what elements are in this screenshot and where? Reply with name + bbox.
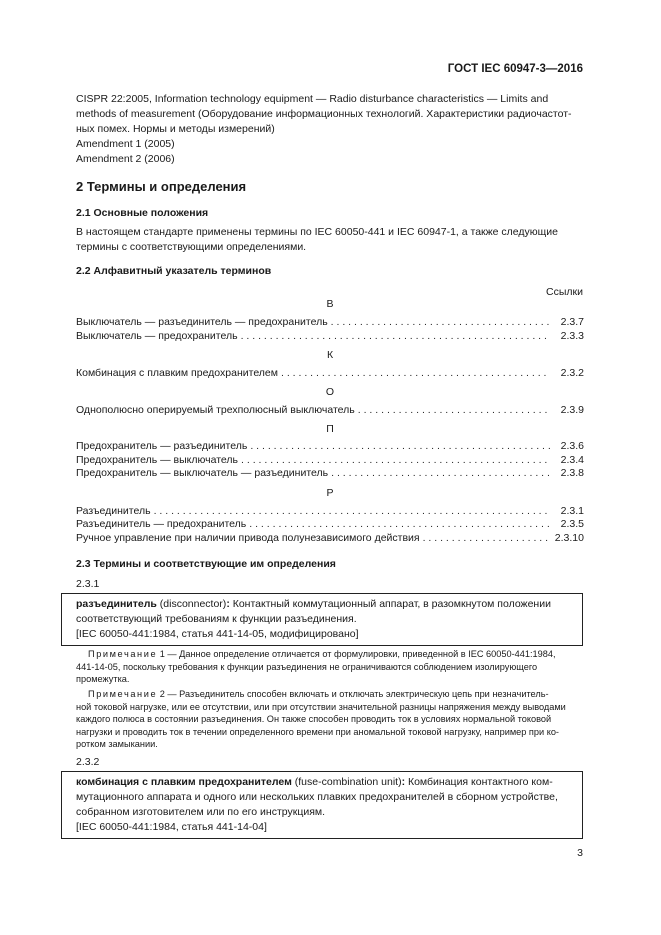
index-letter: О [325,386,335,398]
index-ref: 2.3.9 [560,404,584,416]
leader-dots [355,404,550,416]
note-2-line-3: каждого полюса в состоянии разъединения. Он также способен проводить ток в условиях нормальной токовой [76,714,552,725]
definition-text-1: Контактный коммутационный аппарат, в разомкнутом положении [229,598,551,610]
index-term: Разъединитель [76,505,151,517]
index-entry [76,440,584,452]
leader-dots [247,440,550,452]
leader-dots [328,316,550,328]
index-entry [76,467,584,479]
section-2-1-title: 2.1 Основные положения [76,207,209,219]
note-number: 2 — [157,689,177,699]
cispr-reference [76,92,584,167]
note-2 [76,688,584,751]
index-term: Комбинация с плавким предохранителем [76,367,278,379]
index-ref: 2.3.2 [560,367,584,379]
cispr-line-3: ных помех. Нормы и методы измерений) [76,123,275,135]
term-colon: : [401,776,406,788]
note-2-line-1: Разъединитель способен включать и отключать электрическую цепь при незначитель- [176,689,549,699]
index-ref: 2.3.7 [560,316,584,328]
leader-dots [238,330,550,342]
note-1-line-1: Данное определение отличается от формулировки, приведенной в IEC 60050-441:1984, [176,649,556,659]
index-entry [76,532,584,544]
index-entry [76,316,584,328]
index-term: Предохранитель — выключатель [76,454,239,466]
index-ref: 2.3.6 [560,440,584,452]
index-term: Ручное управление при наличии привода полунезависимого действия [76,532,420,544]
definition-text-2: соответствующий требованиям к функции разъединения. [76,613,357,625]
index-entry [76,330,584,342]
leader-dots [246,518,550,530]
cispr-line-1: CISPR 22:2005, Information technology equipment — Radio disturbance characteristics — Limits and [76,93,549,105]
term-name: разъединитель [76,598,157,610]
leader-dots [151,505,550,517]
note-2-line-5: ротком замыкании. [76,739,158,750]
page-number: 3 [577,847,583,859]
index-ref: 2.3.8 [560,467,584,479]
index-ref: 2.3.1 [560,505,584,517]
index-entry [76,518,584,530]
definition-source: [IEC 60050-441:1984, статья 441-14-04] [76,821,267,833]
index-ref: 2.3.3 [560,330,584,342]
index-term: Выключатель — предохранитель [76,330,238,342]
note-1-line-3: промежутка. [76,674,130,685]
index-ref: 2.3.4 [560,454,584,466]
section-2-1-line-1: В настоящем стандарте применены термины по IEC 60050-441 и IEC 60947-1, а также следующие [76,226,559,238]
index-term: Предохранитель — разъединитель [76,440,248,452]
term-number: 2.3.1 [76,578,100,590]
note-1-line-2: 441-14-05, поскольку требования к функции разъединения не ограничиваются соблюдением изолирующего [76,661,538,672]
term-colon: : [226,598,230,610]
section-2-1-text [76,225,584,255]
section-2-2-title: 2.2 Алфавитный указатель терминов [76,265,272,277]
leader-dots [278,367,550,379]
index-term: Выключатель — разъединитель — предохранитель [76,316,328,328]
term-english: (fuse-combination unit) [291,776,402,788]
refs-column-header: Ссылки [546,286,583,298]
note-number: 1 — [157,649,177,659]
standard-code-header: ГОСТ IEC 60947-3—2016 [447,63,583,75]
amendment-1: Amendment 1 (2005) [76,138,175,150]
term-name: комбинация с плавким предохранителем [76,776,292,788]
index-letter: Р [326,487,334,499]
leader-dots [420,532,550,544]
note-label: Примечание [88,689,158,699]
index-letter: В [326,298,334,310]
index-entry [76,505,584,517]
note-label: Примечание [88,649,158,659]
amendment-2: Amendment 2 (2006) [76,153,175,165]
definition-source: [IEC 60050-441:1984, статья 441-14-05, модифицировано] [76,628,359,640]
definition-text-2: мутационного аппарата и одного или нескольких плавких предохранителей в сборном устройстве, [76,791,558,803]
index-term: Разъединитель — предохранитель [76,518,247,530]
index-term: Однополюсно оперируемый трехполюсный выключатель [76,404,355,416]
section-2-3-title: 2.3 Термины и соответствующие им определения [76,558,336,570]
index-letter: П [326,423,334,435]
section-2-1-line-2: термины с соответствующими определениями. [76,241,307,253]
leader-dots [238,454,550,466]
index-entry [76,367,584,379]
definition-text-1: Комбинация контактного ком- [405,776,553,788]
definition-box [61,771,583,839]
index-letter: К [326,349,334,361]
definition-box [61,593,583,646]
index-ref: 2.3.5 [560,518,584,530]
index-term: Предохранитель — выключатель — разъединитель [76,467,329,479]
note-1 [76,648,584,686]
definition-text-3: собранном изготовителем или по его инструкциям. [76,806,326,818]
index-entry [76,404,584,416]
term-number: 2.3.2 [76,756,100,768]
leader-dots [328,467,550,479]
cispr-line-2: methods of measurement (Оборудование информационных технологий. Характеристики радиочастот- [76,108,572,120]
note-2-line-2: ной токовой нагрузке, или ее отсутствии, или при отсутствии значительной разницы напряжения между выводами [76,701,566,712]
note-2-line-4: нагрузки и проводить ток в течении определенного времени при аномальной токовой нагрузку, например при ко- [76,726,559,737]
term-english: (disconnector) [156,598,227,610]
index-entry [76,454,584,466]
section-2-title: 2 Термины и определения [76,179,247,194]
index-ref: 2.3.10 [554,532,584,544]
